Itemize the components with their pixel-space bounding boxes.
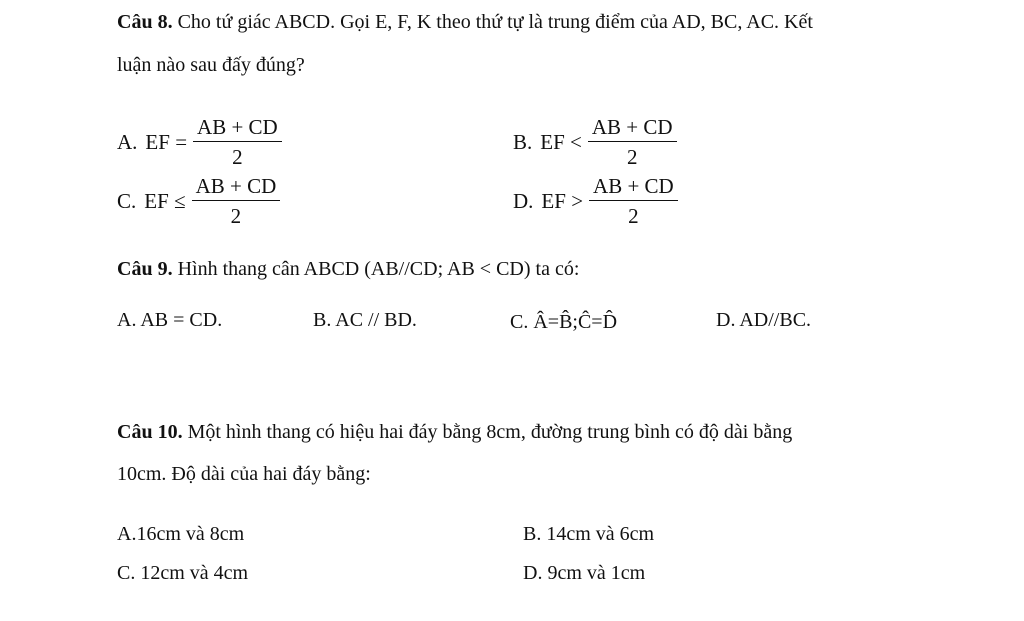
question-10-text-1: Một hình thang có hiệu hai đáy bằng 8cm, đường trung bình có độ dài bằng [187,421,793,443]
q8-option-a[interactable] [117,114,282,170]
question-10-line-2: 10cm. Độ dài của hai đáy bằng: [117,463,371,485]
question-9-line [117,257,579,281]
q9-option-a-text: AB = CD. [140,309,223,331]
q8-option-d-fraction [589,173,678,229]
question-10-title: Câu 10. [117,421,183,443]
fraction-numerator: AB + CD [193,114,282,142]
fraction-numerator: AB + CD [192,173,281,201]
question-8-title: Câu 8. [117,11,173,33]
q9-option-d-text: AD//BC. [739,309,812,331]
q8-option-c-op: ≤ [174,188,186,213]
q10-option-d[interactable]: D. 9cm và 1cm [523,562,646,584]
q9-option-b[interactable] [313,308,417,332]
q8-option-d-label: D. [513,188,534,213]
q9-option-d[interactable] [716,308,811,332]
q9-option-a[interactable] [117,308,222,332]
q9-option-c[interactable] [510,310,617,334]
q8-option-b-lhs: EF [540,129,565,154]
question-8-line-1 [117,10,813,34]
q9-option-d-label: D. [716,309,736,331]
fraction-numerator: AB + CD [588,114,677,142]
q8-option-a-op: = [175,129,188,154]
fraction-denominator: 2 [232,145,243,169]
question-9-text: Hình thang cân ABCD (AB//CD; AB < CD) ta có: [177,258,580,280]
q10-option-a[interactable]: A.16cm và 8cm [117,523,245,545]
q8-option-b-fraction [588,114,677,170]
question-8-text-1: Cho tứ giác ABCD. Gọi E, F, K theo thứ tự là trung điểm của AD, BC, AC. Kết [177,11,813,33]
q9-option-a-label: A. [117,309,137,331]
q9-option-b-text: AC // BD. [335,309,417,331]
q8-option-c-lhs: EF [144,188,169,213]
q8-option-b-op: < [570,129,582,154]
q8-option-a-label: A. [117,129,138,154]
fraction-numerator: AB + CD [589,173,678,201]
q8-option-a-lhs: EF [145,129,170,154]
q9-option-b-label: B. [313,309,332,331]
q8-option-b-label: B. [513,129,533,154]
q9-option-c-text: Â=B̂;Ĉ=D̂ [533,311,618,333]
q8-option-c[interactable] [117,173,280,229]
q8-option-d[interactable] [513,173,678,229]
q8-option-d-lhs: EF [541,188,566,213]
q8-option-b[interactable] [513,114,677,170]
fraction-denominator: 2 [628,204,639,228]
fraction-denominator: 2 [626,145,638,169]
question-8-line-2: luận nào sau đấy đúng? [117,54,305,76]
q10-option-c[interactable]: C. 12cm và 4cm [117,562,249,584]
question-9-title: Câu 9. [117,258,173,280]
q8-option-d-op: > [571,188,584,213]
q8-option-a-fraction [193,114,282,170]
question-10-line-1 [117,420,792,444]
q9-option-c-label: C. [510,311,529,333]
q10-option-b[interactable]: B. 14cm và 6cm [523,523,655,545]
fraction-denominator: 2 [230,204,242,228]
q8-option-c-fraction [192,173,281,229]
q8-option-c-label: C. [117,188,137,213]
